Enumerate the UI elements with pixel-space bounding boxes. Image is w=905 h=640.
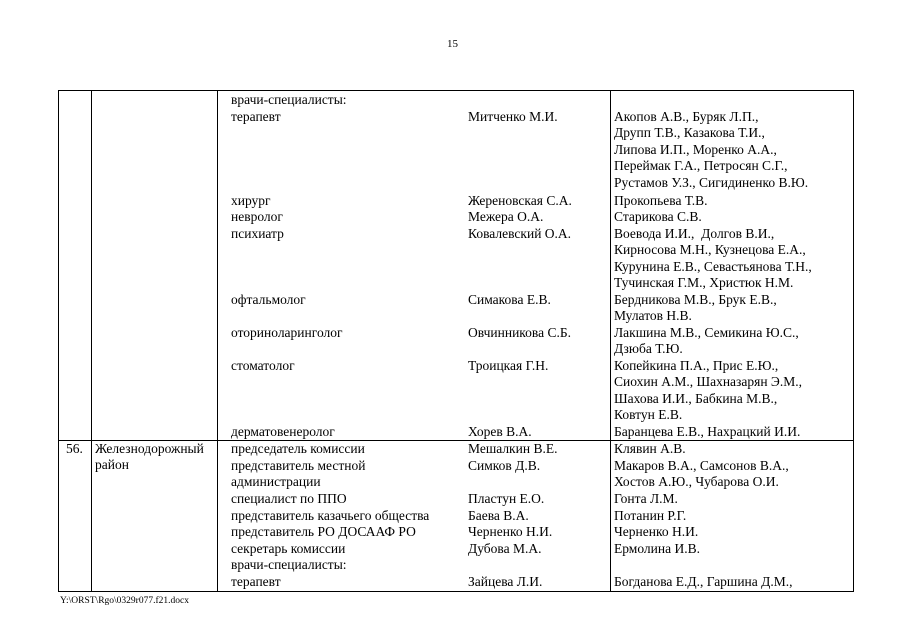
reserve-members: Копейкина П.А., Прис Е.Ю., Сиохин А.М., Шахназарян Э.М., Шахова И.И., Бабкина М.В., Ковтун Е.В. [614,358,802,423]
reserve-members: Лакшина М.В., Семикина Ю.С., Дзюба Т.Ю. [614,325,799,357]
role-label: врачи-специалисты: [231,557,347,572]
main-member: Дубова М.А. [468,541,542,556]
reserve-members: Баранцева Е.В., Нахрацкий И.И. [614,424,801,439]
reserve-members: Богданова Е.Д., Гаршина Д.М., [614,574,793,589]
reserve-members: Бердникова М.В., Брук Е.В., Мулатов Н.В. [614,292,777,324]
main-member: Пластун Е.О. [468,491,545,506]
page-number: 15 [447,38,458,50]
reserve-members: Клявин А.В. [614,441,686,456]
reserve-members: Потанин Р.Г. [614,508,687,523]
role-label: секретарь комиссии [231,541,346,556]
row-number: 56. [66,441,83,456]
main-member: Зайцева Л.И. [468,574,543,589]
reserve-members: Гонта Л.М. [614,491,678,506]
role-label: стоматолог [231,358,295,373]
role-label: невролог [231,209,283,224]
role-label: врачи-специалисты: [231,92,347,107]
role-label: офтальмолог [231,292,306,307]
role-label: специалист по ППО [231,491,347,506]
column-divider [217,91,218,591]
file-path-footer: Y:\ORST\Rgo\0329r077.f21.docx [60,596,189,606]
reserve-members: Прокопьева Т.В. [614,193,708,208]
district-name: Железнодорожный район [95,441,204,473]
reserve-members: Акопов А.В., Буряк Л.П., Друпп Т.В., Казакова Т.И., Липова И.П., Моренко А.А., Переймак Г.А., Петросян С.Г., Рустамов У.З., Сигидиненко В.Ю. [614,109,809,190]
column-divider [610,91,611,591]
main-member: Хорев В.А. [468,424,532,439]
role-label: психиатр [231,226,284,241]
main-member: Мешалкин В.Е. [468,441,558,456]
main-member: Межера О.А. [468,209,544,224]
main-member: Овчинникова С.Б. [468,325,571,340]
main-member: Жереновская С.А. [468,193,572,208]
main-member: Симков Д.В. [468,458,541,473]
main-member: Митченко М.И. [468,109,558,124]
reserve-members: Черненко Н.И. [614,524,699,539]
role-label: председатель комиссии [231,441,365,456]
role-label: терапевт [231,574,281,589]
role-label: представитель казачьего общества [231,508,430,523]
main-member: Троицкая Г.Н. [468,358,549,373]
reserve-members: Воевода И.И., Долгов В.И., Кирносова М.Н., Кузнецова Е.А., Курунина Е.В., Севастьянова Т.Н., Тучинская Г.М., Христюк Н.М. [614,226,812,291]
role-label: представитель РО ДОСААФ РО [231,524,416,539]
role-label: представитель местной администрации [231,458,366,490]
commission-table [58,90,854,592]
role-label: терапевт [231,109,281,124]
role-label: хирург [231,193,271,208]
reserve-members: Ермолина И.В. [614,541,700,556]
main-member: Баева В.А. [468,508,529,523]
column-divider [91,91,92,591]
reserve-members: Старикова С.В. [614,209,702,224]
role-label: оториноларинголог [231,325,343,340]
main-member: Ковалевский О.А. [468,226,572,241]
reserve-members: Макаров В.А., Самсонов В.А., Хостов А.Ю., Чубарова О.И. [614,458,789,490]
main-member: Черненко Н.И. [468,524,553,539]
main-member: Симакова Е.В. [468,292,551,307]
role-label: дерматовенеролог [231,424,335,439]
